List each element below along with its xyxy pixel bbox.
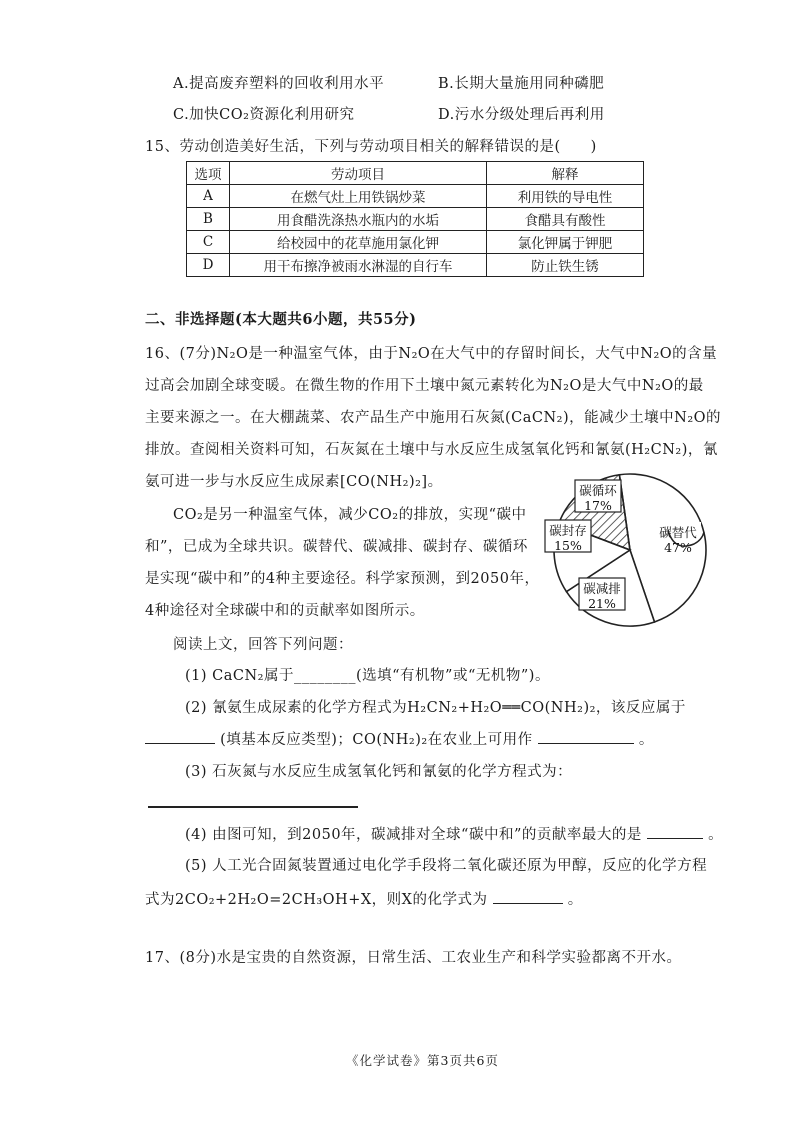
answer-blank[interactable]: [145, 731, 215, 744]
q16-line-5: 氨可进一步与水反应生成尿素[CO(NH₂)₂]。: [145, 474, 443, 490]
pie-value-4: 17%: [584, 498, 612, 513]
q16-sub-2-line-2: (填基本反应类型)；CO(NH₂)₂在农业上可用作 。: [145, 728, 654, 749]
cell-explanation: 防止铁生锈: [487, 254, 644, 277]
q16-sub-1: (1) CaCN₂属于________(选填“有机物”或“无机物”)。: [185, 668, 550, 684]
cell-activity: 在燃气灶上用铁锅炒菜: [230, 185, 487, 208]
table-row: [187, 208, 644, 231]
q16-sub-5-line-1: (5) 人工光合固氮装置通过电化学手段将二氧化碳还原为甲醇，反应的化学方程: [185, 858, 708, 874]
table-header-row: [187, 162, 644, 185]
cell-explanation: 食醋具有酸性: [487, 208, 644, 231]
q16-line-2: 过高会加剧全球变暖。在微生物的作用下土壤中氮元素转化为N₂O是大气中N₂O的最: [145, 378, 704, 394]
q16-sub-5-text: 式为2CO₂+2H₂O=2CH₃OH+X，则X的化学式为: [145, 892, 488, 908]
q16-sub-3: (3) 石灰氮与水反应生成氢氧化钙和氰氨的化学方程式为：: [185, 764, 573, 780]
pie-value-3: 15%: [554, 538, 582, 553]
table-row: [187, 185, 644, 208]
q16-para2-line-1: CO₂是另一种温室气体，减少CO₂的排放，实现“碳中: [173, 507, 527, 523]
cell-option: A: [187, 185, 230, 208]
q14-option-b: B.长期大量施用同种磷肥: [438, 76, 605, 92]
q16-line-1: 16、(7分)N₂O是一种温室气体，由于N₂O在大气中的存留时间长，大气中N₂O的含量: [145, 346, 718, 362]
cell-activity: 用干布擦净被雨水淋湿的自行车: [230, 254, 487, 277]
q16-para2-line-3: 是实现“碳中和”的4种主要途径。科学家预测，到2050年，: [145, 571, 540, 587]
q16-sub-2-text: (填基本反应类型)；CO(NH₂)₂在农业上可用作: [220, 732, 533, 748]
table-row: [187, 231, 644, 254]
cell-option: D: [187, 254, 230, 277]
q14-option-d: D.污水分级处理后再利用: [438, 107, 605, 123]
read-prompt: 阅读上文，回答下列问题：: [173, 637, 353, 653]
cell-option: B: [187, 208, 230, 231]
q15-table: [186, 161, 644, 277]
cell-explanation: 氯化钾属于钾肥: [487, 231, 644, 254]
q16-sub-4-text: (4) 由图可知，到2050年，碳减排对全球“碳中和”的贡献率最大的是: [185, 827, 642, 843]
header-activity: 劳动项目: [230, 162, 487, 185]
cell-explanation: 利用铁的导电性: [487, 185, 644, 208]
answer-blank[interactable]: [647, 826, 703, 839]
cell-activity: 给校园中的花草施用氯化钾: [230, 231, 487, 254]
q16-line-4: 排放。查阅相关资料可知，石灰氮在土壤中与水反应生成氢氧化钙和氰氨(H₂CN₂)，氰: [145, 442, 718, 458]
pie-label-4: 碳循环: [579, 483, 617, 498]
pie-label-1: 碳替代: [659, 525, 697, 540]
contribution-pie-chart: [540, 468, 720, 633]
page-footer: 《化学试卷》第3页共6页: [346, 1053, 499, 1068]
pie-label-3: 碳封存: [549, 523, 587, 538]
cell-option: C: [187, 231, 230, 254]
q17-stem: 17、(8分)水是宝贵的自然资源，日常生活、工农业生产和科学实验都离不开水。: [145, 950, 682, 966]
q16-sub-4: (4) 由图可知，到2050年，碳减排对全球“碳中和”的贡献率最大的是 。: [185, 827, 724, 843]
answer-blank[interactable]: [538, 731, 634, 744]
q14-option-c: C.加快CO₂资源化利用研究: [173, 107, 355, 123]
q14-option-a: A.提高废弃塑料的回收利用水平: [173, 76, 385, 92]
section-title: 二、非选择题(本大题共6小题，共55分): [145, 311, 417, 328]
answer-blank[interactable]: [493, 891, 563, 904]
pie-value-1: 47%: [664, 540, 692, 555]
q15-stem: 15、劳动创造美好生活，下列与劳动项目相关的解释错误的是( ): [145, 139, 597, 155]
q16-para2-line-4: 4种途径对全球碳中和的贡献率如图所示。: [145, 603, 425, 619]
header-option: 选项: [187, 162, 230, 185]
q16-line-3: 主要来源之一。在大棚蔬菜、农产品生产中施用石灰氮(CaCN₂)，能减少土壤中N₂O的: [145, 410, 722, 426]
answer-line[interactable]: [148, 806, 358, 808]
header-explanation: 解释: [487, 162, 644, 185]
pie-label-2: 碳减排: [583, 581, 621, 596]
q16-sub-2-line-1: (2) 氰氨生成尿素的化学方程式为H₂CN₂+H₂O══CO(NH₂)₂，该反应属于: [185, 700, 686, 716]
pie-value-2: 21%: [588, 596, 616, 611]
q16-sub-5-line-2: 式为2CO₂+2H₂O=2CH₃OH+X，则X的化学式为 。: [145, 892, 583, 908]
q16-para2-line-2: 和”，已成为全球共识。碳替代、碳减排、碳封存、碳循环: [145, 539, 528, 555]
table-row: [187, 254, 644, 277]
cell-activity: 用食醋洗涤热水瓶内的水垢: [230, 208, 487, 231]
